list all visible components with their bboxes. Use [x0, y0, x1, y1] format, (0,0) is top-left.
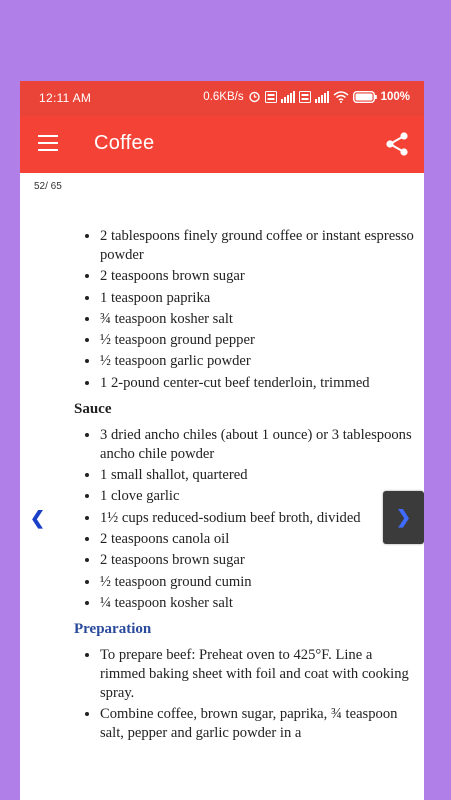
list-item: • 2 teaspoons canola oil — [100, 529, 414, 549]
recipe-content — [74, 226, 414, 744]
status-icons — [203, 90, 410, 103]
ingredient-list — [74, 226, 414, 393]
list-item: • 1 clove garlic — [100, 486, 414, 506]
list-item: • 3 dried ancho chiles (about 1 ounce) or 3 tablespoons ancho chile powder — [100, 425, 414, 464]
sauce-heading: Sauce — [74, 400, 112, 417]
chevron-left-icon: ❮ — [30, 508, 46, 528]
volte-icon — [265, 91, 277, 103]
list-item: • 1 small shallot, quartered — [100, 465, 414, 485]
sauce-list — [74, 425, 414, 613]
signal-icon — [315, 91, 329, 103]
list-item: • ¾ teaspoon kosher salt — [100, 309, 414, 329]
battery-level: 100% — [380, 90, 410, 103]
list-item: • ½ teaspoon ground pepper — [100, 330, 414, 350]
list-item: • 2 teaspoons brown sugar — [100, 266, 414, 286]
preparation-list — [74, 645, 414, 743]
page-title: Coffee — [94, 132, 155, 154]
battery-icon — [353, 91, 377, 103]
app-screen — [20, 81, 424, 800]
prev-page-button[interactable] — [30, 508, 45, 529]
net-speed: 0.6KB/s — [203, 90, 244, 103]
list-item: • Combine coffee, brown sugar, paprika, ¾ teaspoon salt, pepper and garlic powder in a — [100, 704, 414, 743]
list-item: • 2 teaspoons brown sugar — [100, 550, 414, 570]
list-item: • ¼ teaspoon kosher salt — [100, 593, 414, 613]
hamburger-menu-icon[interactable] — [38, 135, 58, 151]
wifi-icon — [333, 91, 349, 103]
list-item: • 2 tablespoons finely ground coffee or instant espresso powder — [100, 226, 414, 265]
list-item: • To prepare beef: Preheat oven to 425°F. Line a rimmed baking sheet with foil and coat with cooking spray. — [100, 645, 414, 703]
list-item: • 1 2-pound center-cut beef tenderloin, trimmed — [100, 373, 414, 393]
share-icon[interactable] — [384, 131, 410, 157]
page-counter: 52/ 65 — [34, 181, 62, 192]
next-page-button[interactable] — [383, 491, 424, 544]
preparation-heading: Preparation — [74, 620, 152, 637]
list-item: • 1 teaspoon paprika — [100, 288, 414, 308]
list-item: • ½ teaspoon ground cumin — [100, 572, 414, 592]
status-bar — [20, 81, 424, 116]
volte-icon — [299, 91, 311, 103]
app-toolbar — [20, 116, 424, 173]
list-item: • 1½ cups reduced-sodium beef broth, divided — [100, 508, 414, 528]
signal-icon — [281, 91, 295, 103]
alarm-icon — [248, 90, 261, 103]
chevron-right-icon: ❯ — [395, 507, 412, 527]
status-time: 12:11 AM — [39, 91, 92, 105]
list-item: • ½ teaspoon garlic powder — [100, 351, 414, 371]
